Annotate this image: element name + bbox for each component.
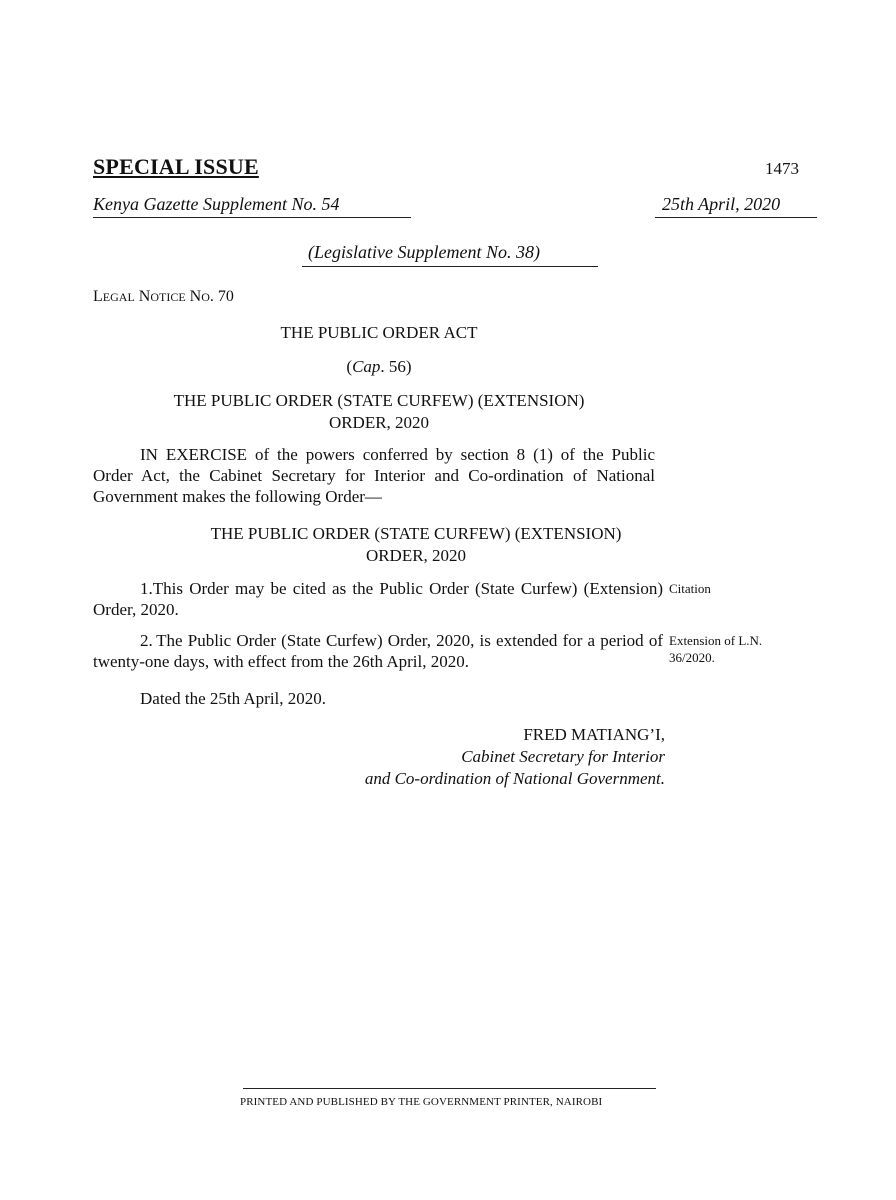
order-title: THE PUBLIC ORDER (STATE CURFEW) (EXTENSION) ORDER, 2020 [173, 391, 585, 432]
margin-note-citation: Citation [669, 581, 711, 596]
printer-footer: PRINTED AND PUBLISHED BY THE GOVERNMENT PRINTER, NAIROBI [240, 1096, 603, 1108]
signatory-name: FRED MATIANG’I, [523, 725, 665, 744]
signatory-title-line2: and Co-ordination of National Government. [364, 769, 665, 788]
special-issue-title: SPECIAL ISSUE [93, 154, 259, 179]
signature-block [365, 724, 665, 790]
date-underline [655, 217, 817, 218]
clause-citation: 1.This Order may be cited as the Public Order (State Curfew) (Extension) Order, 2020. [93, 579, 663, 619]
gazette-supplement-number: Kenya Gazette Supplement No. 54 [93, 194, 340, 214]
signatory-title-line1: Cabinet Secretary for Interior [461, 747, 665, 766]
legal-notice-number: LEGAL NOTICE NO. 70 [93, 288, 234, 305]
legislative-supplement: (Legislative Supplement No. 38) [308, 242, 540, 262]
gazette-date: 25th April, 2020 [662, 194, 781, 214]
clause-extension: 2. The Public Order (State Curfew) Order, 2020, is extended for a period of twenty-one days, with effect from the 26th April, 2020. [93, 631, 663, 671]
order-heading: THE PUBLIC ORDER (STATE CURFEW) (EXTENSION) ORDER, 2020 [210, 524, 622, 565]
gazette-underline [93, 217, 411, 218]
cap-reference: (Cap. 56) [346, 357, 412, 376]
act-title: THE PUBLIC ORDER ACT [280, 323, 478, 342]
legislative-underline [302, 266, 598, 267]
dated-line: Dated the 25th April, 2020. [140, 689, 327, 708]
margin-note-extension: Extension of L.N. 36/2020. [669, 633, 763, 665]
preamble-paragraph: IN EXERCISE of the powers conferred by section 8 (1) of the Public Order Act, the Cabinet Secretary for Interior and Co-ordination of National Government makes the following Order— [93, 445, 655, 506]
footer-rule [243, 1088, 656, 1089]
page-number: 1473 [765, 159, 799, 178]
